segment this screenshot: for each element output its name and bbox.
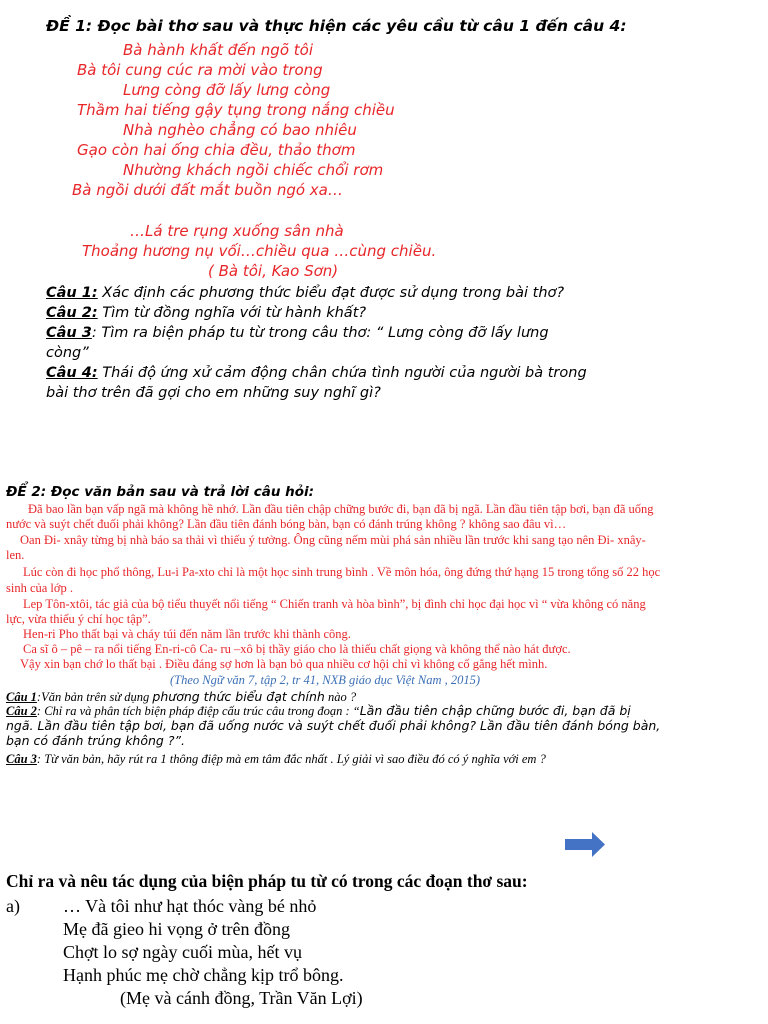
passage-source: (Theo Ngữ văn 7, tập 2, tr 41, NXB giáo dục Việt Nam , 2015)	[170, 673, 481, 687]
de1-question-3-cont: còng”	[46, 345, 89, 361]
de1-question-1: Câu 1: Xác định các phương thức biểu đạt được sử dụng trong bài thơ?	[46, 285, 565, 301]
passage-line: Hen-ri Pho thất bại và cháy túi đến năm lần trước khi thành công.	[23, 627, 351, 641]
poem3-line: Chợt lo sợ ngày cuối mùa, hết vụ	[63, 942, 303, 962]
poem1-line: Gạo còn hai ống chia đều, thảo thơm	[77, 141, 356, 159]
poem3-line: Mẹ đã gieo hi vọng ở trên đồng	[63, 919, 290, 939]
poem3-line: … Và tôi như hạt thóc vàng bé nhỏ	[63, 896, 317, 916]
poem1-line: Lưng còng đỡ lấy lưng còng	[123, 81, 331, 99]
de1-question-4-cont: bài thơ trên đã gợi cho em những suy nghĩ gì?	[46, 385, 381, 401]
passage-line: sinh của lớp .	[6, 581, 74, 595]
poem1-source: ( Bà tôi, Kao Sơn)	[208, 262, 339, 280]
de2-question-3: Câu 3: Từ văn bản, hãy rút ra 1 thông điệp mà em tâm đắc nhất . Lý giải vì sao điều đó có ý nghĩa với em ?	[6, 752, 546, 766]
passage-line: Vậy xin bạn chớ lo thất bại . Điều đáng sợ hơn là bạn bỏ qua nhiều cơ hội chỉ vì không cố gắng hết mình.	[20, 657, 548, 671]
poem1-line: Thoảng hương nụ vối…chiều qua …cùng chiều.	[82, 242, 437, 260]
poem1-line: …Lá tre rụng xuống sân nhà	[130, 222, 344, 240]
de1-title: ĐỀ 1: Đọc bài thơ sau và thực hiện các yêu cầu từ câu 1 đến câu 4:	[46, 17, 627, 35]
poem1-line: Thầm hai tiếng gậy tụng trong nắng chiều	[77, 101, 395, 119]
de1-question-4: Câu 4: Thái độ ứng xử cảm động chân chứa tình người của người bà trong	[46, 365, 587, 381]
poem1-line: Bà tôi cung cúc ra mời vào trong	[77, 61, 323, 79]
passage-line: lực, vừa thiếu ý chí học tập”.	[6, 612, 151, 626]
de2-title: ĐỂ 2: Đọc văn bản sau và trả lời câu hỏi:	[6, 484, 315, 500]
passage-line: Oan Đi- xnây từng bị nhà báo sa thải vì thiếu ý tưởng. Ông cũng nếm mùi phá sản nhiều lần trước khi sang tạo nên Đi- xnây-	[20, 533, 646, 547]
de1-question-3: Câu 3: Tìm ra biện pháp tu từ trong câu thơ: “ Lưng còng đỡ lấy lưng	[46, 325, 549, 341]
passage-line: Lúc còn đi học phổ thông, Lu-i Pa-xto chỉ là một học sinh trung bình . Về môn hóa, ông đứng thứ hạng 15 trong tổng số 22 học	[23, 565, 661, 579]
passage-line: Đã bao lần bạn vấp ngã mà không hề nhớ. Lần đầu tiên chập chững bước đi, bạn đã bị ngã. Lần đầu tiên tập bơi, bạn đã uống	[28, 502, 654, 516]
poem1-line: Bà hành khất đến ngõ tôi	[123, 41, 313, 59]
de2-question-2: Câu 2: Chỉ ra và phân tích biện pháp điệp cấu trúc câu trong đoạn : “Lần đầu tiên chập chững bước đi, bạn đã bị	[6, 703, 631, 718]
poem1-line: Nhà nghèo chẳng có bao nhiêu	[123, 121, 357, 139]
poem3-line: Hạnh phúc mẹ chờ chẳng kịp trổ bông.	[63, 965, 344, 985]
passage-line: Lep Tôn-xtôi, tác giả của bộ tiểu thuyết nổi tiếng “ Chiến tranh và hòa bình”, bị đình chỉ học đại học vì “ vừa không có năng	[23, 597, 646, 611]
poem1-line: Nhường khách ngồi chiếc chổi rơm	[123, 161, 384, 179]
de2-question-1: Câu 1:Văn bản trên sử dụng phương thức biểu đạt chính nào ?	[6, 689, 357, 704]
de2-question-2-cont: bạn có đánh trúng không ?”.	[6, 733, 185, 748]
right-arrow-icon	[565, 832, 605, 857]
de1-question-2: Câu 2: Tìm từ đồng nghĩa với từ hành khất?	[46, 305, 367, 321]
poem1-line: Bà ngồi dưới đất mắt buồn ngó xa…	[72, 181, 343, 199]
passage-line: Ca sĩ ô – pê – ra nổi tiếng En-ri-cô Ca- ru –xô bị thầy giáo cho là thiếu chất giọng và không thể nào hát được.	[23, 642, 571, 656]
de2-question-2-cont: ngã. Lần đầu tiên tập bơi, bạn đã uống nước và suýt chết đuối phải không? Lần đầu tiên đánh bóng bàn,	[6, 718, 661, 733]
sec3-title: Chỉ ra và nêu tác dụng của biện pháp tu từ có trong các đoạn thơ sau:	[6, 871, 528, 891]
passage-line: nước và suýt chết đuối phải không? Lần đầu tiên đánh bóng bàn, bạn có đánh trúng không ? không sao đâu vì…	[6, 517, 567, 531]
item-marker: a)	[6, 896, 20, 916]
passage-line: len.	[6, 548, 25, 562]
poem3-source: (Mẹ và cánh đồng, Trần Văn Lợi)	[120, 988, 363, 1008]
